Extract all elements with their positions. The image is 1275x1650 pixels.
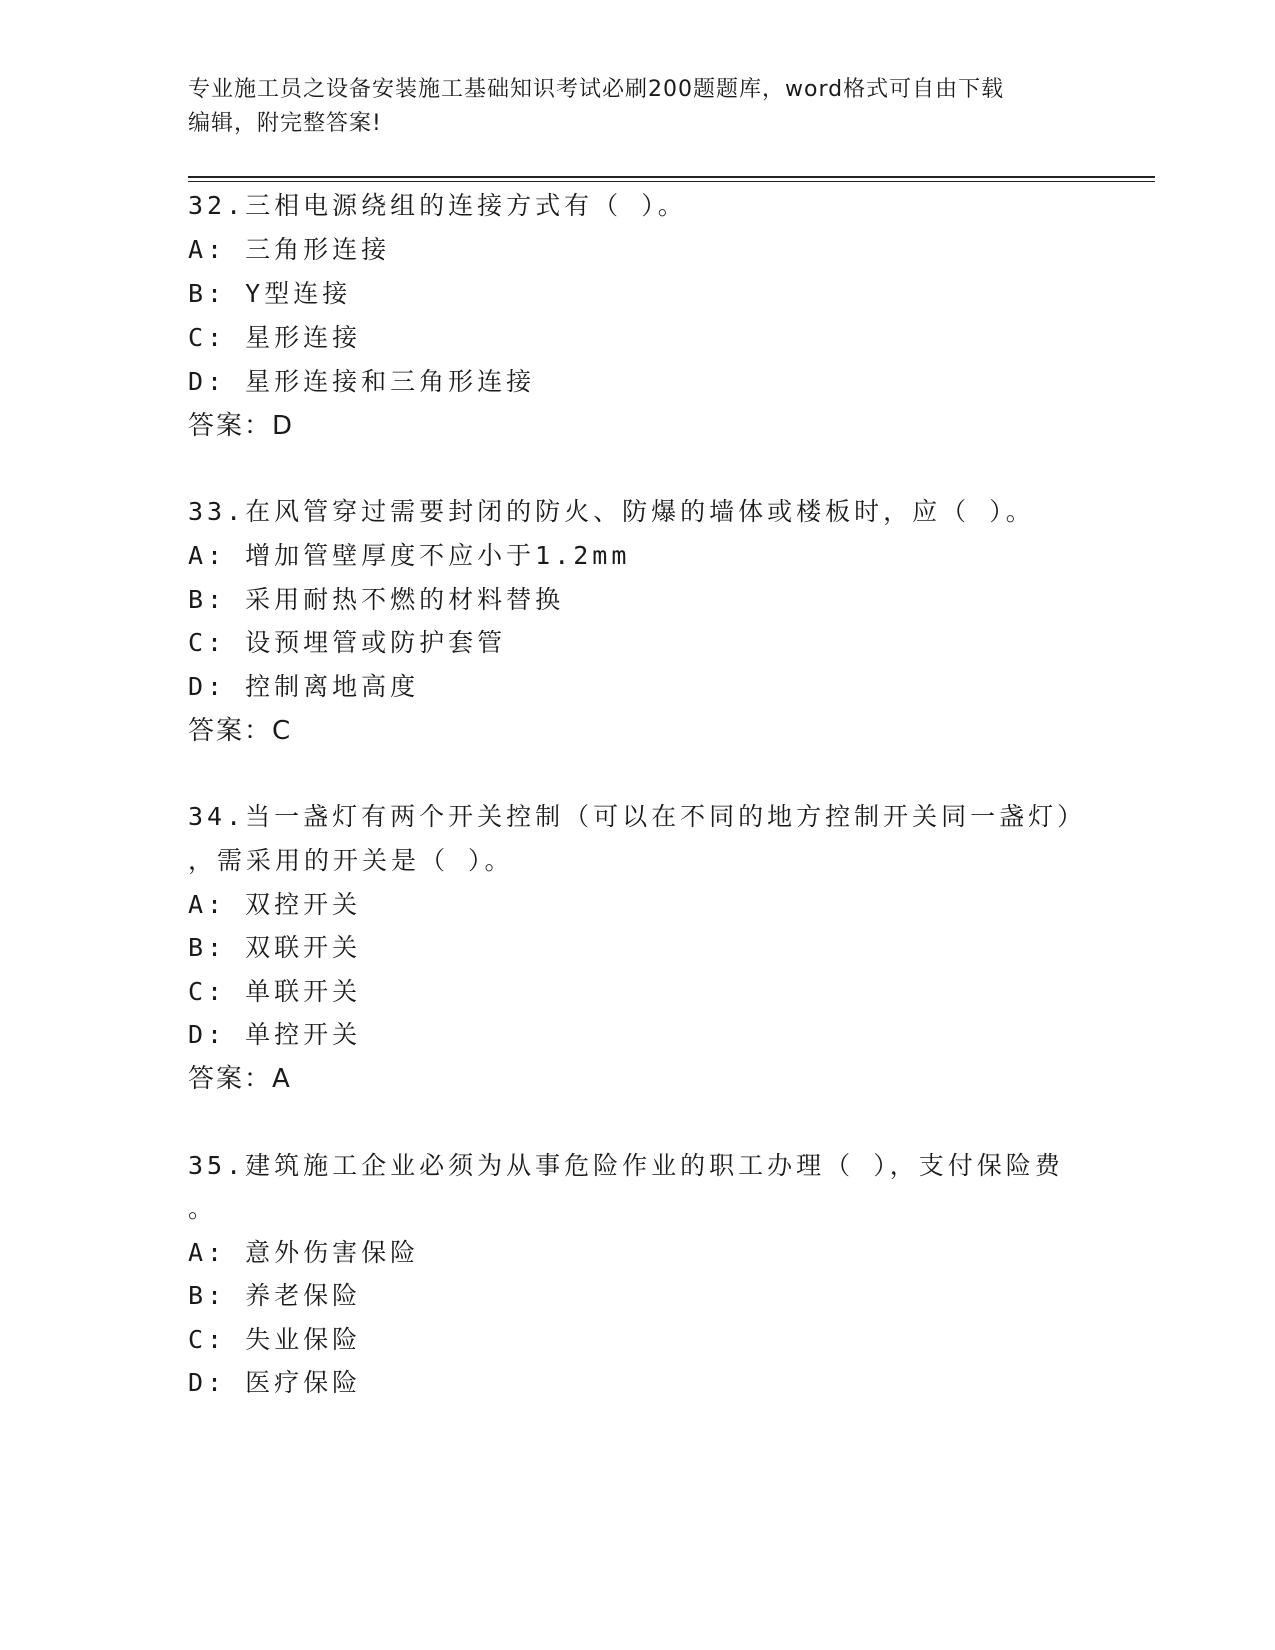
option-d: D: 星形连接和三角形连接 [188, 367, 536, 396]
header-divider-thick [188, 176, 1155, 178]
option-a: A: 增加管壁厚度不应小于1.2mm [188, 541, 631, 570]
question-stem: 32.三相电源绕组的连接方式有（ ）。 [188, 191, 687, 220]
question-stem: 35.建筑施工企业必须为从事危险作业的职工办理（ ），支付保险费 [188, 1151, 1064, 1180]
option-a: A: 三角形连接 [188, 235, 391, 264]
answer-label: 答案：A [188, 1064, 292, 1094]
question-stem: 33.在风管穿过需要封闭的防火、防爆的墙体或楼板时，应（ ）。 [188, 497, 1035, 526]
option-d: D: 单控开关 [188, 1020, 362, 1049]
header-divider-thin [188, 181, 1155, 182]
option-d: D: 医疗保险 [188, 1368, 362, 1397]
option-b: B: 双联开关 [188, 933, 362, 962]
option-a: A: 意外伤害保险 [188, 1238, 420, 1267]
question-stem-continued: ，需采用的开关是（ ）。 [188, 846, 514, 875]
header-line-1: 专业施工员之设备安装施工基础知识考试必刷200题题库，word格式可自由下载 [188, 77, 1005, 102]
document-header [188, 73, 1088, 141]
option-b: B: 采用耐热不燃的材料替换 [188, 585, 565, 614]
option-c: C: 失业保险 [188, 1325, 362, 1354]
option-a: A: 双控开关 [188, 890, 362, 919]
header-line-2: 编辑，附完整答案! [188, 111, 382, 136]
option-c: C: 星形连接 [188, 323, 362, 352]
option-c: C: 单联开关 [188, 977, 362, 1006]
question-stem: 34.当一盏灯有两个开关控制（可以在不同的地方控制开关同一盏灯） [188, 802, 1087, 831]
option-b: B: 养老保险 [188, 1281, 362, 1310]
question-stem-continued: 。 [188, 1194, 218, 1223]
option-d: D: 控制离地高度 [188, 672, 420, 701]
option-c: C: 设预埋管或防护套管 [188, 628, 507, 657]
option-b: B: Y型连接 [188, 279, 352, 308]
answer-label: 答案：C [188, 716, 293, 746]
answer-label: 答案：D [188, 411, 295, 441]
